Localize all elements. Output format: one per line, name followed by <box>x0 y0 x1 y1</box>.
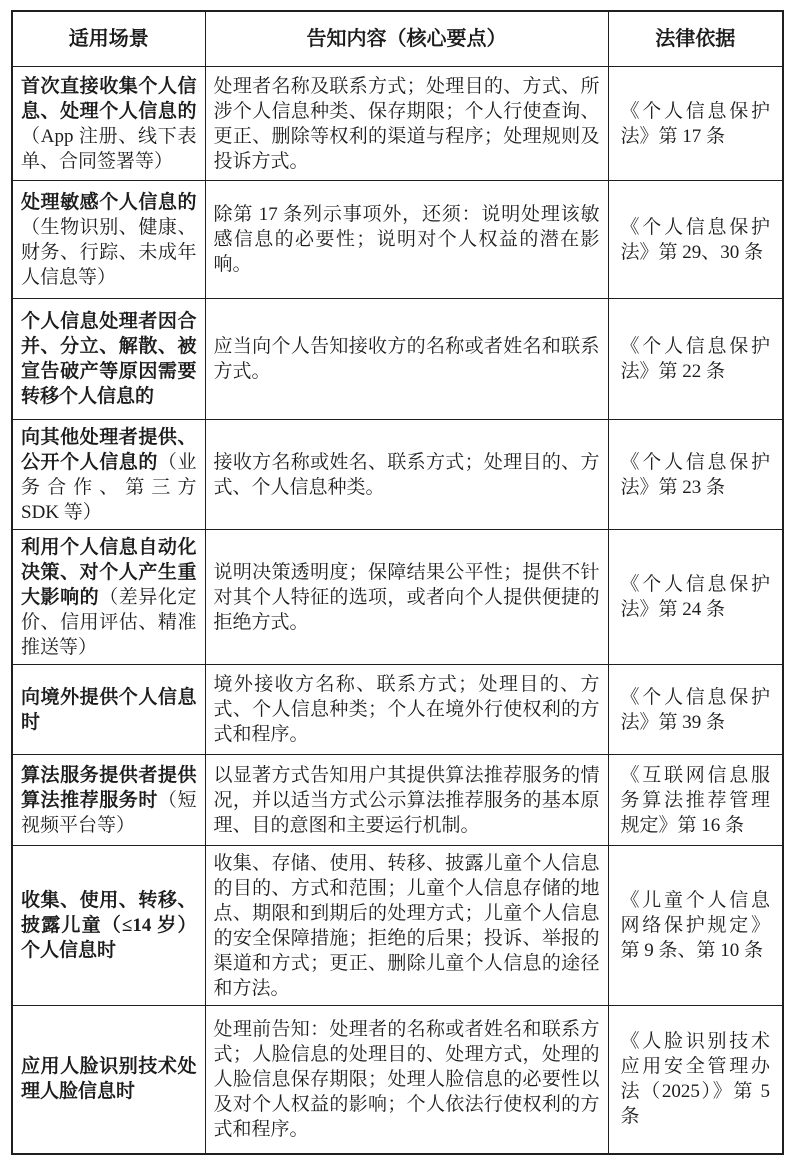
scenario-main-text: 向境外提供个人信息时 <box>21 686 197 733</box>
table-row <box>12 67 783 181</box>
header-content: 告知内容（核心要点） <box>205 11 608 67</box>
scenario-main-text: 利用个人信息自动化决策、对个人产生重大影响的 <box>21 536 197 608</box>
scenario-cell <box>12 755 205 846</box>
scenario-cell <box>12 67 205 181</box>
scenario-cell <box>12 420 205 530</box>
scenario-cell <box>12 181 205 299</box>
basis-cell: 《个人信息保护法》第 29、30 条 <box>608 181 783 299</box>
scenario-note-text: （App 注册、线下表单、合同签署等） <box>21 125 197 172</box>
scenario-cell <box>12 299 205 420</box>
scenario-note-text: （短视频平台等） <box>21 789 197 836</box>
basis-cell: 《个人信息保护法》第 17 条 <box>608 67 783 181</box>
scenario-main-text: 向其他处理者提供、公开个人信息的 <box>21 426 197 473</box>
content-cell: 以显著方式告知用户其提供算法推荐服务的情况，并以适当方式公示算法推荐服务的基本原理、目的意图和主要运行机制。 <box>205 755 608 846</box>
table-row <box>12 846 783 1006</box>
scenario-cell <box>12 846 205 1006</box>
basis-cell: 《个人信息保护法》第 39 条 <box>608 665 783 755</box>
scenario-cell <box>12 665 205 755</box>
notification-requirements-table <box>11 10 784 1155</box>
basis-cell: 《儿童个人信息网络保护规定》第 9 条、第 10 条 <box>608 846 783 1006</box>
table-row <box>12 1006 783 1154</box>
content-cell: 处理前告知：处理者的名称或者姓名和联系方式；人脸信息的处理目的、处理方式，处理的人脸信息保存期限；处理人脸信息的必要性以及对个人权益的影响；个人依法行使权利的方式和程序。 <box>205 1006 608 1154</box>
scenario-main-text: 应用人脸识别技术处理人脸信息时 <box>21 1056 197 1103</box>
content-cell: 接收方名称或姓名、联系方式；处理目的、方式、个人信息种类。 <box>205 420 608 530</box>
header-basis: 法律依据 <box>608 11 783 67</box>
table-row <box>12 299 783 420</box>
content-cell: 说明决策透明度；保障结果公平性；提供不针对其个人特征的选项，或者向个人提供便捷的拒绝方式。 <box>205 530 608 665</box>
basis-cell: 《个人信息保护法》第 23 条 <box>608 420 783 530</box>
scenario-main-text: 算法服务提供者提供算法推荐服务时 <box>21 764 197 811</box>
basis-cell: 《个人信息保护法》第 24 条 <box>608 530 783 665</box>
scenario-cell <box>12 1006 205 1154</box>
scenario-main-text: 收集、使用、转移、披露儿童（≤14 岁）个人信息时 <box>21 890 197 961</box>
scenario-note-text: （差异化定价、信用评估、精准推送等） <box>21 586 197 658</box>
table-row <box>12 530 783 665</box>
scenario-main-text: 处理敏感个人信息的 <box>21 191 197 213</box>
content-cell: 应当向个人告知接收方的名称或者姓名和联系方式。 <box>205 299 608 420</box>
content-cell: 境外接收方名称、联系方式；处理目的、方式、个人信息种类；个人在境外行使权利的方式和程序。 <box>205 665 608 755</box>
basis-cell: 《人脸识别技术应用安全管理办法（2025）》第 5 条 <box>608 1006 783 1154</box>
content-cell: 除第 17 条列示事项外，还须：说明处理该敏感信息的必要性；说明对个人权益的潜在影响。 <box>205 181 608 299</box>
content-cell: 处理者名称及联系方式；处理目的、方式、所涉个人信息种类、保存期限；个人行使查询、更正、删除等权利的渠道与程序；处理规则及投诉方式。 <box>205 67 608 181</box>
scenario-main-text: 个人信息处理者因合并、分立、解散、被宣告破产等原因需要转移个人信息的 <box>21 311 197 407</box>
basis-cell: 《互联网信息服务算法推荐管理规定》第 16 条 <box>608 755 783 846</box>
table-header-row <box>12 11 783 67</box>
scenario-note-text: （业务合作、第三方 SDK 等） <box>21 451 197 523</box>
scenario-cell <box>12 530 205 665</box>
table-row <box>12 755 783 846</box>
content-cell: 收集、存储、使用、转移、披露儿童个人信息的目的、方式和范围；儿童个人信息存储的地点、期限和到期后的处理方式；儿童个人信息的安全保障措施；拒绝的后果；投诉、举报的渠道和方式；更正、删除儿童个人信息的途径和方法。 <box>205 846 608 1006</box>
basis-cell: 《个人信息保护法》第 22 条 <box>608 299 783 420</box>
table-row <box>12 181 783 299</box>
scenario-main-text: 首次直接收集个人信息、处理个人信息的 <box>21 75 197 122</box>
table-row <box>12 420 783 530</box>
header-scenario: 适用场景 <box>12 11 205 67</box>
table-row <box>12 665 783 755</box>
scenario-note-text: （生物识别、健康、财务、行踪、未成年人信息等） <box>21 216 197 288</box>
